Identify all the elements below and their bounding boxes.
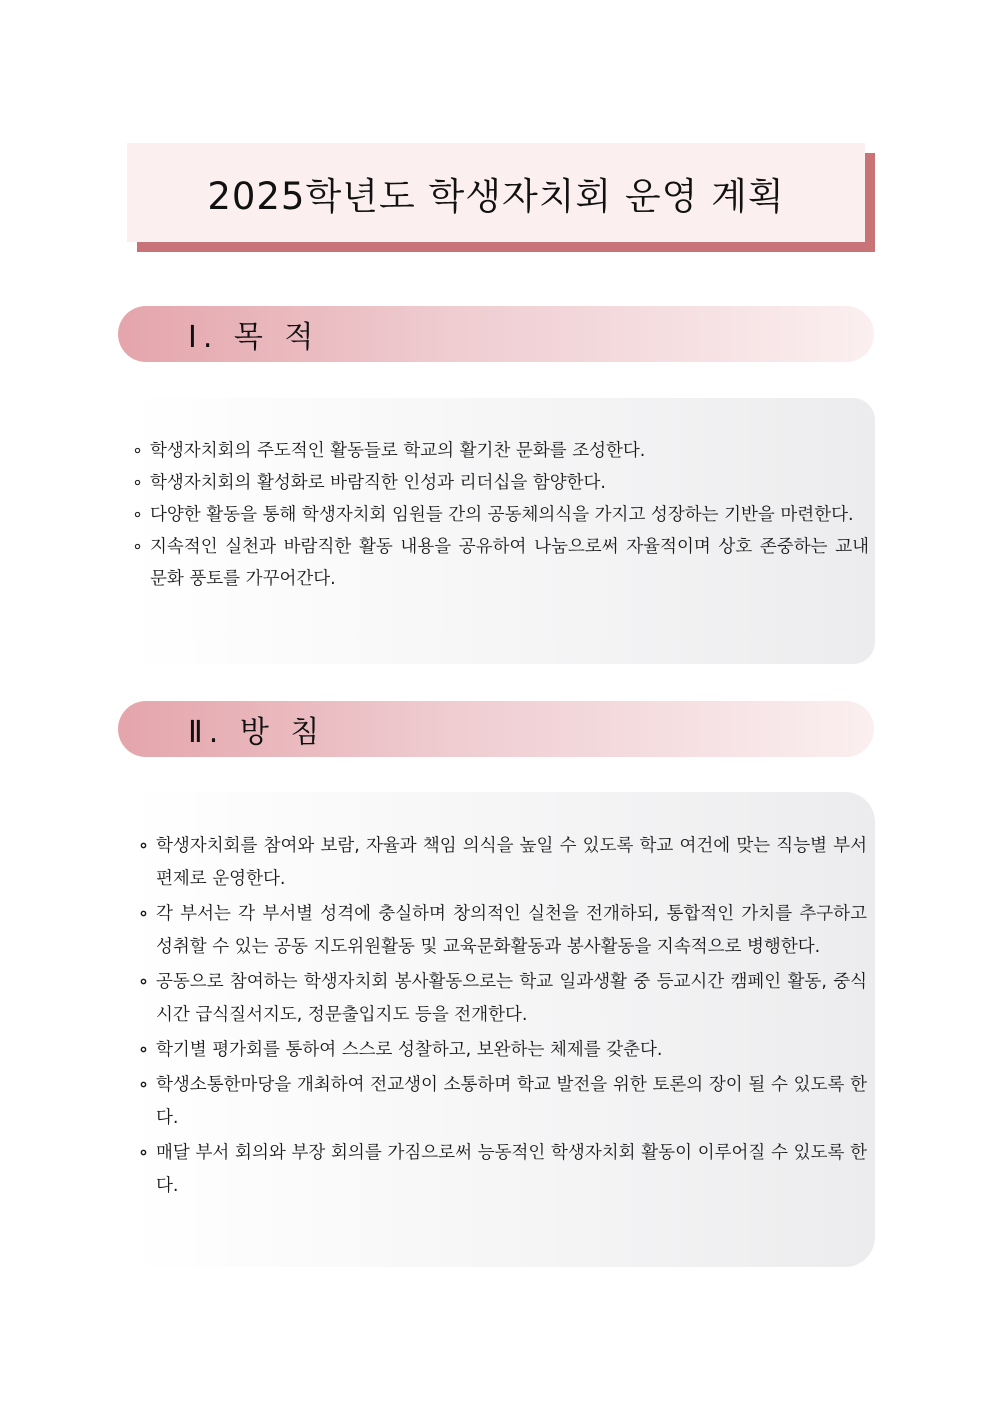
list-item: ∘ 학생자치회를 참여와 보람, 자율과 책임 의식을 높일 수 있도록 학교 여건에 맞는 직능별 부서 편제로 운영한다. [156, 830, 867, 896]
list-item: ∘ 공동으로 참여하는 학생자치회 봉사활동으로는 학교 일과생활 중 등교시간 캠페인 활동, 중식시간 급식질서지도, 정문출입지도 등을 전개한다. [156, 966, 867, 1032]
list-item: ∘ 지속적인 실천과 바람직한 활동 내용을 공유하여 나눔으로써 자율적이며 상호 존중하는 교내 문화 풍토를 가꾸어간다. [150, 531, 869, 595]
list-item: ∘ 다양한 활동을 통해 학생자치회 임원들 간의 공동체의식을 가지고 성장하는 기반을 마련한다. [150, 499, 869, 531]
purpose-list [150, 435, 869, 595]
policy-list [156, 830, 867, 1203]
section-heading-label: Ⅱ. 방 침 [188, 715, 326, 750]
section-heading-purpose [118, 306, 874, 362]
list-item: ∘ 학생자치회의 주도적인 활동들로 학교의 활기찬 문화를 조성한다. [150, 435, 869, 467]
list-item: ∘ 학기별 평가회를 통하여 스스로 성찰하고, 보완하는 체제를 갖춘다. [156, 1034, 867, 1067]
list-item: ∘ 각 부서는 각 부서별 성격에 충실하며 창의적인 실천을 전개하되, 통합적인 가치를 추구하고 성취할 수 있는 공동 지도위원활동 및 교육문화활동과 봉사활동을 지속적으로 병행한다. [156, 898, 867, 964]
title-box [127, 143, 865, 242]
list-item: ∘ 학생소통한마당을 개최하여 전교생이 소통하며 학교 발전을 위한 토론의 장이 될 수 있도록 한다. [156, 1069, 867, 1135]
list-item: ∘ 학생자치회의 활성화로 바람직한 인성과 리더십을 함양한다. [150, 467, 869, 499]
section-heading-label: Ⅰ. 목 적 [188, 320, 320, 355]
page-title: 2025학년도 학생자치회 운영 계획 [207, 174, 785, 218]
section-heading-policy [118, 701, 874, 757]
list-item: ∘ 매달 부서 회의와 부장 회의를 가짐으로써 능동적인 학생자치회 활동이 이루어질 수 있도록 한다. [156, 1137, 867, 1203]
policy-content-box [128, 792, 875, 1267]
purpose-content-box [128, 398, 875, 664]
